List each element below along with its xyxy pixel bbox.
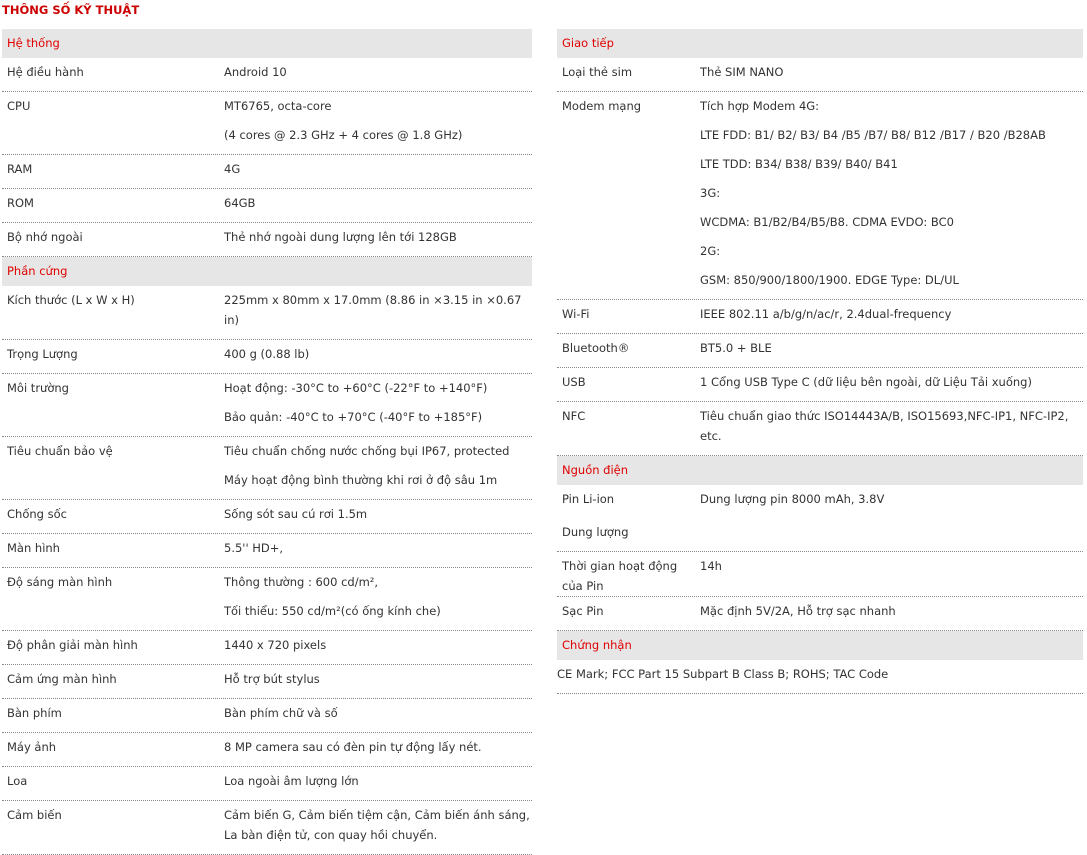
spec-value: GSM: 850/900/1800/1900. EDGE Type: DL/UL <box>700 273 959 287</box>
spec-label: CPU <box>7 99 31 113</box>
spec-row-bluetooth <box>557 334 1083 368</box>
spec-value: Thẻ SIM NANO <box>700 65 784 79</box>
spec-values <box>700 518 1083 551</box>
spec-values <box>224 155 532 188</box>
spec-label: Thời gian hoạt động của Pin <box>562 559 678 593</box>
spec-values <box>224 500 532 533</box>
spec-value: Mặc định 5V/2A, Hỗ trợ sạc nhanh <box>700 604 896 618</box>
spec-label: Cảm ứng màn hình <box>7 672 117 686</box>
spec-values <box>700 597 1083 630</box>
spec-values <box>224 699 532 732</box>
spec-value: 14h <box>700 559 722 573</box>
spec-row-nfc <box>557 402 1083 456</box>
spec-row-cam-bien <box>2 801 532 855</box>
spec-row-sac-pin <box>557 597 1083 631</box>
spec-row-ban-phim <box>2 699 532 733</box>
spec-values <box>224 92 532 154</box>
spec-row-ram <box>2 155 532 189</box>
spec-row-cpu <box>2 92 532 155</box>
spec-row-tieu-chuan-bao-ve <box>2 437 532 500</box>
spec-value: 1440 x 720 pixels <box>224 638 327 652</box>
spec-value: 1 Cổng USB Type C (dữ liệu bên ngoài, dữ Liệu Tải xuống) <box>700 375 1032 389</box>
spec-label: Wi-Fi <box>562 307 590 321</box>
spec-value: Thẻ nhớ ngoài dung lượng lên tới 128GB <box>224 230 457 244</box>
spec-value: LTE TDD: B34/ B38/ B39/ B40/ B41 <box>700 157 898 171</box>
spec-row-modem-mang <box>557 92 1083 300</box>
spec-row-thoi-gian-hoat-dong-cua-pin <box>557 552 1083 597</box>
spec-row-certifications <box>557 660 1083 694</box>
section-header-giao-tiep: Giao tiếp <box>557 29 1083 58</box>
spec-row-kich-thuoc-l-x-w-x-h <box>2 286 532 340</box>
spec-value: Bảo quản: -40°C to +70°C (-40°F to +185°F) <box>224 410 483 424</box>
spec-value: 400 g (0.88 lb) <box>224 347 310 361</box>
spec-values <box>224 437 532 499</box>
spec-value: 5.5'' HD+, <box>224 541 284 555</box>
spec-values <box>700 368 1083 401</box>
spec-value: Tối thiểu: 550 cd/m²(có ống kính che) <box>224 604 441 618</box>
spec-value: Cảm biến G, Cảm biến tiệm cận, Cảm biến ánh sáng, La bàn điện tử, con quay hồi chuyển. <box>224 808 530 842</box>
spec-label: Bàn phím <box>7 706 62 720</box>
spec-values <box>224 733 532 766</box>
spec-label: Độ sáng màn hình <box>7 575 113 589</box>
spec-label: NFC <box>562 409 586 423</box>
spec-row-wi-fi <box>557 300 1083 334</box>
spec-values <box>224 58 532 91</box>
spec-row-rom <box>2 189 532 223</box>
spec-value: 2G: <box>700 244 721 258</box>
spec-value: Tiêu chuẩn chống nước chống bụi IP67, protected <box>224 444 510 458</box>
spec-value: IEEE 802.11 a/b/g/n/ac/r, 2.4dual-frequency <box>700 307 952 321</box>
spec-value: Hỗ trợ bút stylus <box>224 672 320 686</box>
spec-value: Sống sót sau cú rơi 1.5m <box>224 507 368 521</box>
spec-label: Sạc Pin <box>562 604 604 618</box>
spec-value: Dung lượng pin 8000 mAh, 3.8V <box>700 492 885 506</box>
spec-label: Độ phân giải màn hình <box>7 638 138 652</box>
spec-value: 64GB <box>224 196 256 210</box>
spec-values <box>700 300 1083 333</box>
spec-row-loai-the-sim <box>557 58 1083 92</box>
section-header-chung-nhan: Chứng nhận <box>557 631 1083 660</box>
spec-value: 225mm x 80mm x 17.0mm (8.86 in ×3.15 in ×0.67 in) <box>224 293 522 327</box>
spec-value: Loa ngoài âm lượng lớn <box>224 774 359 788</box>
spec-label: Bluetooth® <box>562 341 630 355</box>
spec-values <box>224 801 532 854</box>
spec-values <box>224 340 532 373</box>
spec-row-dung-luong <box>557 518 1083 552</box>
spec-value: Tích hợp Modem 4G: <box>700 99 820 113</box>
spec-label: Kích thước (L x W x H) <box>7 293 135 307</box>
spec-label: Loa <box>7 774 28 788</box>
spec-values <box>224 374 532 436</box>
spec-label: Chống sốc <box>7 507 67 521</box>
section-header-he-thong: Hệ thống <box>2 29 532 58</box>
spec-value: (4 cores @ 2.3 GHz + 4 cores @ 1.8 GHz) <box>224 128 463 142</box>
spec-row-loa <box>2 767 532 801</box>
spec-values <box>224 568 532 630</box>
spec-value: Bàn phím chữ và số <box>224 706 338 720</box>
spec-value: Máy hoạt động bình thường khi rơi ở độ sâu 1m <box>224 473 498 487</box>
spec-value-empty <box>700 522 1083 542</box>
spec-values <box>700 58 1083 91</box>
spec-values <box>224 665 532 698</box>
spec-row-pin-li-ion <box>557 485 1083 518</box>
spec-row-cam-ung-man-hinh <box>2 665 532 699</box>
spec-row-trong-luong <box>2 340 532 374</box>
spec-value: 3G: <box>700 186 721 200</box>
spec-label: Cảm biến <box>7 808 62 822</box>
spec-row-usb <box>557 368 1083 402</box>
spec-values <box>700 92 1083 299</box>
spec-label: ROM <box>7 196 34 210</box>
section-header-phan-cung: Phần cứng <box>2 257 532 286</box>
left-spec-column <box>2 29 532 855</box>
spec-values <box>224 767 532 800</box>
spec-row-man-hinh <box>2 534 532 568</box>
spec-value: BT5.0 + BLE <box>700 341 772 355</box>
spec-label: Màn hình <box>7 541 60 555</box>
spec-label: Loại thẻ sim <box>562 65 633 79</box>
spec-row-moi-truong <box>2 374 532 437</box>
spec-value: MT6765, octa-core <box>224 99 332 113</box>
spec-value: 8 MP camera sau có đèn pin tự động lấy nét. <box>224 740 482 754</box>
spec-value: Thông thường : 600 cd/m², <box>224 575 379 589</box>
spec-label: Trọng Lượng <box>7 347 78 361</box>
spec-label: Pin Li-ion <box>562 492 615 506</box>
spec-label: Bộ nhớ ngoài <box>7 230 83 244</box>
spec-row-do-phan-giai-man-hinh <box>2 631 532 665</box>
spec-values <box>700 485 1083 518</box>
spec-values <box>224 631 532 664</box>
spec-values <box>224 286 532 339</box>
spec-values <box>224 189 532 222</box>
right-spec-column <box>557 29 1083 694</box>
spec-row-may-anh <box>2 733 532 767</box>
spec-label: Máy ảnh <box>7 740 57 754</box>
spec-label: Modem mạng <box>562 99 642 113</box>
spec-values <box>700 334 1083 367</box>
page-title: THÔNG SỐ KỸ THUẬT <box>2 3 140 17</box>
spec-row-he-dieu-hanh <box>2 58 532 92</box>
spec-value: Tiêu chuẩn giao thức ISO14443A/B, ISO15693,NFC-IP1, NFC-IP2, etc. <box>700 409 1069 443</box>
spec-value: CE Mark; FCC Part 15 Subpart B Class B; ROHS; TAC Code <box>557 667 889 681</box>
spec-row-chong-soc <box>2 500 532 534</box>
spec-value: WCDMA: B1/B2/B4/B5/B8. CDMA EVDO: BC0 <box>700 215 954 229</box>
spec-label: Hệ điều hành <box>7 65 84 79</box>
spec-row-bo-nho-ngoai <box>2 223 532 257</box>
spec-value: 4G <box>224 162 241 176</box>
spec-value: LTE FDD: B1/ B2/ B3/ B4 /B5 /B7/ B8/ B12 /B17 / B20 /B28AB <box>700 128 1046 142</box>
spec-label: Môi trường <box>7 381 69 395</box>
spec-label: Dung lượng <box>562 525 629 539</box>
spec-value: Android 10 <box>224 65 287 79</box>
spec-label: USB <box>562 375 586 389</box>
spec-label: RAM <box>7 162 33 176</box>
spec-values <box>700 402 1083 455</box>
spec-values <box>224 223 532 256</box>
spec-values <box>700 552 1083 596</box>
spec-label: Tiêu chuẩn bảo vệ <box>7 444 113 458</box>
spec-value: Hoạt động: -30°C to +60°C (-22°F to +140°F) <box>224 381 488 395</box>
spec-row-do-sang-man-hinh <box>2 568 532 631</box>
spec-values <box>224 534 532 567</box>
section-header-nguon-dien: Nguồn điện <box>557 456 1083 485</box>
